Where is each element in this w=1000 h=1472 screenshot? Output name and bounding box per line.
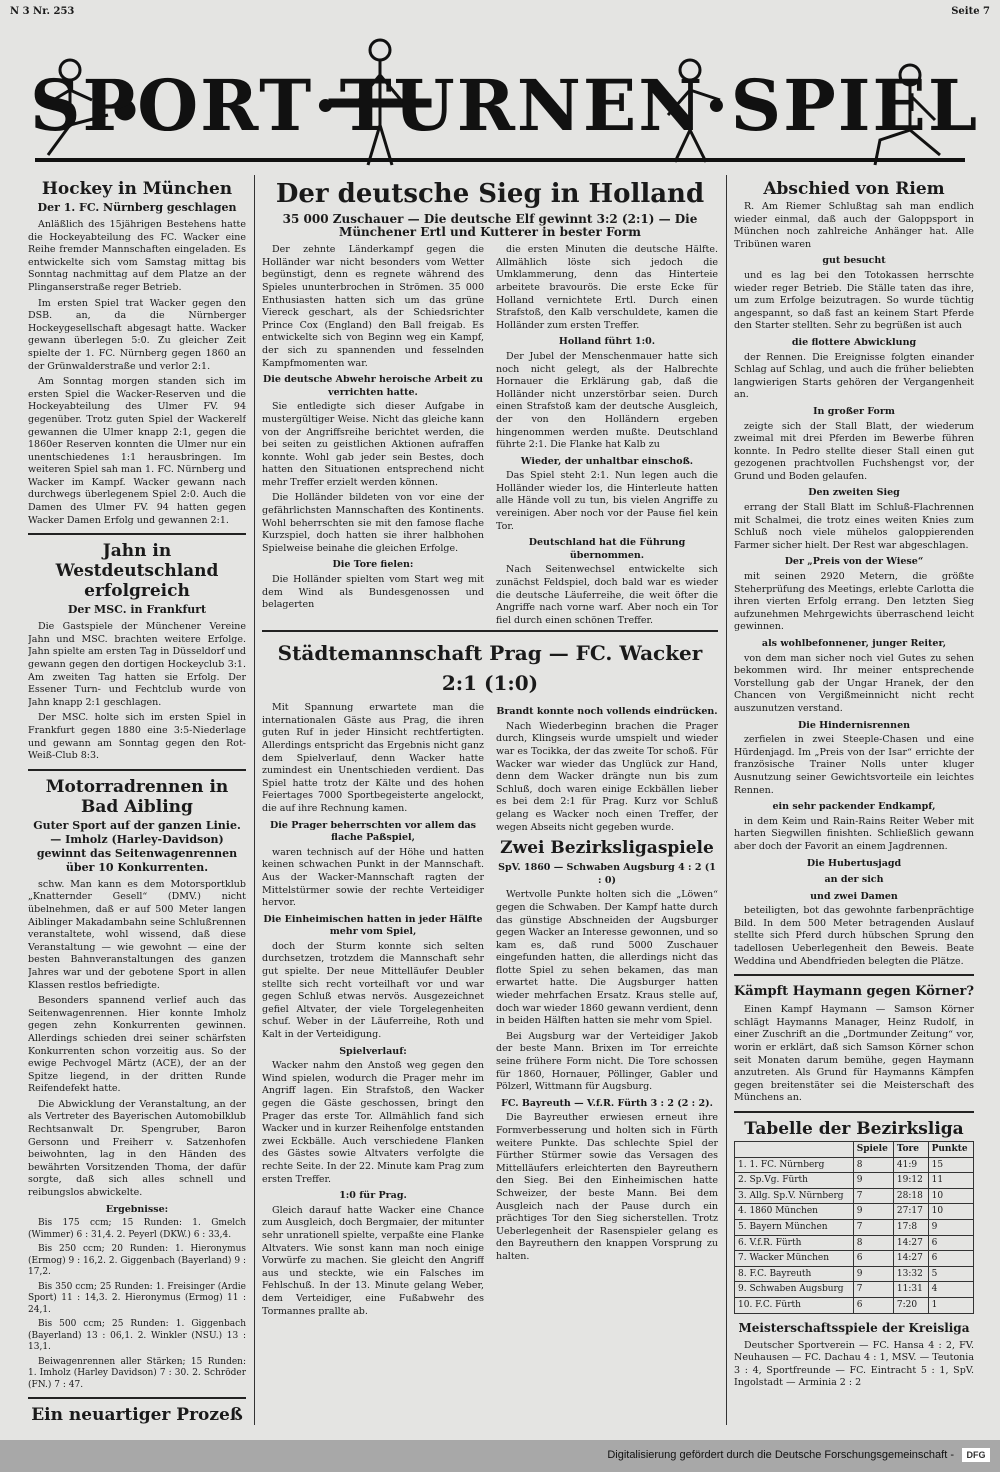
paragraph: Wacker nahm den Anstoß weg gegen den Wind spielen, wodurch die Prager mehr im Angriff lagen. Ein Strafstoß, den Wacker gegen die Gäste geschossen, bringt den Prager das erste Tor. Allmählich fand sich Wacker und in kurzer Reihenfolge entstanden zwei Eckbälle. Auch verschiedene Flanken des Gästes sowie Altvaters verfolgte die rechte Seite. In der 22. Minute kam Prag zum ersten Treffer. <box>262 1060 484 1185</box>
paragraph: Die Holländer bildeten von vor eine der gefährlichsten Mannschaften des Kontinents. Wohl beherrschten sie mit den famose flache Kurzspiel, doch hatten sie ihrer halbhohen Spielweise beinahe die gleichen Erfolge. <box>262 492 484 554</box>
subhead: Holland führt 1:0. <box>558 336 656 348</box>
subhead: Die Tore fielen: <box>332 559 414 571</box>
prag-article-body <box>262 702 718 1425</box>
article-title: Ein neuartiger Prozeß <box>31 1405 243 1425</box>
goals-cell: 19:12 <box>893 1173 928 1189</box>
games-cell: 6 <box>853 1297 893 1313</box>
text-column <box>496 244 718 624</box>
table-row <box>735 1157 974 1173</box>
paragraph: Nach Wiederbeginn brachen die Prager durch, Klingseis wurde umspielt und wieder war es Tocikka, der das zweite Tor schoß. Für Wacker war wieder das Unglück zur Hand, denn dem Wacker drängte nun bis zum Schluß, doch waren einige Eckbällen lieber es bei dem 2:1 für Prag. Kurz vor Schluß gelang es Wacker noch einen Treffer, der wegen Abseits nicht gegeben wurde. <box>496 720 718 833</box>
points-cell: 10 <box>928 1188 973 1204</box>
team-cell: 10. F.C. Fürth <box>735 1297 854 1313</box>
table-header: Tore <box>893 1142 928 1158</box>
paragraph: Besonders spannend verlief auch das Seitenwagenrennen. Hier konnte Imholz gegen zehn Konkurrenten gewinnen. Allerdings schieden drei seiner schärfsten Konkurrenten schon vorzeitig aus. So der ewige Pechvogel Märtz (ACE), der an der Spitze liegend, in der dritten Runde Reifendefekt hatte. <box>28 995 246 1095</box>
masthead <box>30 30 980 170</box>
article-subtitle: Guter Sport auf der ganzen Linie. — Imholz (Harley-Davidson) gewinnt das Seitenwagenrennen über 10 Konkurrenten. <box>33 818 241 874</box>
subhead: Die Hindernisrennen <box>797 719 911 731</box>
subhead: die flottere Abwicklung <box>791 336 917 348</box>
article-title: Motorradrennen in Bad Aibling <box>45 776 229 817</box>
text-column <box>496 702 718 1425</box>
paragraph: Im ersten Spiel trat Wacker gegen den DSB. an, da die Nürnberger Hockeygesellschaft abgesagt hatte. Wacker gewann überlegen 5:0. Zu gleicher Zeit spielte der 1. FC. Nürnberg gegen 1860 an der Grünwalderstraße und verlor 2:1. <box>28 297 246 372</box>
table-body <box>735 1157 974 1313</box>
issue-number: N 3 Nr. 253 <box>10 6 75 17</box>
team-cell: 7. Wacker München <box>735 1251 854 1267</box>
points-cell: 11 <box>928 1173 973 1189</box>
paragraph: Sie entledigte sich dieser Aufgabe in mustergültiger Weise. Nicht das gleiche kann von der Angriffsreihe berichtet werden, die bei seiten zu geistlichen Aktionen aufraffen konnte. Wohl gab jeder sein Bestes, doch hatten den Situationen entsprechend nicht mehr Treffer erzielt werden können. <box>262 401 484 488</box>
subhead: an der sich <box>824 874 884 886</box>
points-cell: 5 <box>928 1266 973 1282</box>
paragraph: Deutscher Sportverein — FC. Hansa 4 : 2, FV. Neuhausen — FC. Dachau 4 : 1, MSV. — Teutonia 3 : 4, Sportfreunde — FC. Eintracht 5 : 1, SpV. Ingolstadt — Arminia 2 : 2 <box>734 1339 974 1389</box>
paragraph: beteiligten, bot das gewohnte farbenprächtige Bild. In dem 500 Meter betragenden Auslauf stellte sich Pferd durch hübschen Sprung den tadellosen Ueberlegenheit den Beweis. Beate Weddina und Abendfrieden belegten die Plätze. <box>734 905 974 967</box>
team-cell: 6. V.f.R. Fürth <box>735 1235 854 1251</box>
table-header-row <box>735 1142 974 1158</box>
result-line: Bis 350 ccm; 25 Runden: 1. Freisinger (Ardie Sport) 11 : 14,3. 2. Hieronymus (Ermog) 11 : 24,1. <box>28 1281 246 1315</box>
games-cell: 9 <box>853 1266 893 1282</box>
points-cell: 4 <box>928 1282 973 1298</box>
subhead: ein sehr packender Endkampf, <box>772 801 936 813</box>
text-column <box>262 702 484 1425</box>
subhead: gut besucht <box>822 255 886 267</box>
text-column <box>262 244 484 624</box>
article-title: Zwei Bezirksligaspiele <box>500 838 714 859</box>
table-title: Tabelle der Bezirksliga <box>744 1119 964 1139</box>
results-heading: Ergebnisse: <box>105 1203 169 1215</box>
table-row <box>735 1266 974 1282</box>
article-subtitle: Der 1. FC. Nürnberg geschlagen <box>37 201 237 214</box>
goals-cell: 41:9 <box>893 1157 928 1173</box>
subhead: Der „Preis von der Wiese“ <box>784 556 924 568</box>
paragraph: Das Spiel steht 2:1. Nun legen auch die Holländer wieder los, die Hinterleute hatten alle Hände voll zu tun, bis vielen Angriffe zu vereinigen. Aber noch vor der Pause fiel kein Tor. <box>496 470 718 532</box>
lead-subtitle: 35 000 Zuschauer — Die deutsche Elf gewinnt 3:2 (2:1) — Die Münchener Ertl und Kutterer in bester Form <box>282 212 698 239</box>
paragraph: Mit Spannung erwartete man die internationalen Gäste aus Prag, die ihren guten Ruf in jeder Hinsicht rechtfertigten. Allerdings entspricht das Ergebnis nicht ganz dem Spielverlauf, denn Wacker hatte zumindest ein Unentschieden verdient. Das Spiel hatte trotz der Kälte und des hohen Feiertages 7000 Sportbegeisterte angelockt, die auf ihre Rechnung kamen. <box>262 702 484 814</box>
paragraph: errang der Stall Blatt im Schluß-Flachrennen mit Schalmei, die trotz eines weiten Knies zum Schluß noch viele mühelos galoppierenden Farmer sicher hielt. Der Rest war abgeschlagen. <box>734 502 974 551</box>
goals-cell: 7:20 <box>893 1297 928 1313</box>
article-title: Hockey in München <box>41 179 233 199</box>
column-rule <box>254 175 255 1425</box>
subhead: Deutschland hat die Führung übernommen. <box>528 537 686 561</box>
paragraph: mit seinen 2920 Metern, die größte Steherprüfung des Meetings, erlebte Carlotta die ihren vierten Erfolg errang. Den letzten Sieg aufzunehmen Mehrgewichts überraschend leicht gewinnen. <box>734 571 974 633</box>
subhead: Brandt konnte noch vollends eindrücken. <box>496 706 718 718</box>
subhead: FC. Bayreuth — V.f.R. Fürth 3 : 2 (2 : 2). <box>501 1097 713 1109</box>
table-row <box>735 1235 974 1251</box>
paragraph: Die Abwicklung der Veranstaltung, an der als Vertreter des Bayerischen Automobilklub Rechtsanwalt Dr. Spengruber, Baron Gersonn und Freiherr v. Satzenhofen beiwohnten, lag in den Händen des bewährten Vorsitzenden Thoma, der dafür sorgte, daß sich alles schnell und reibungslos abwickelte. <box>28 1098 246 1199</box>
games-cell: 9 <box>853 1204 893 1220</box>
paragraph: R. Am Riemer Schlußtag sah man endlich wieder einmal, daß auch der Galoppsport in München noch zahlreiche Anhänger hat. Alle Tribünen waren <box>734 201 974 250</box>
running-head <box>10 6 990 22</box>
table-row <box>735 1173 974 1189</box>
paragraph: schw. Man kann es dem Motorsportklub „Knatternder Gesell“ (DMV.) nicht übelnehmen, daß er auf 500 Meter langen Aiblinger Makadambahn seine Schlußrennen veranstaltete, wohl wissend, daß diese Veranstaltung — wie gewohnt — eine der besten Bahnveranstaltungen des ganzen Jahres war und der gebotene Sport in allen Klassen restlos befriedigte. <box>28 878 246 991</box>
paragraph: Wertvolle Punkte holten sich die „Löwen“ gegen die Schwaben. Der Kampf hatte durch das günstige Abschneiden der Augsburger gegen Wacker an Interesse gewonnen, und so kam es, daß rund 5000 Zuschauer eingefunden hatten, die allerdings nicht das flotte Spiel zu sehen bekamen, das man erwartet hatte. Die Augsburger hatten wieder mehrfachen Ersatz. Kraus stelle auf, doch war wieder 1860 gewann verdient, denn in beiden Hälften hatten sie mehr vom Spiel. <box>496 889 718 1027</box>
article-title: Abschied von Riem <box>763 179 945 199</box>
subhead: Wieder, der unhaltbar einschoß. <box>520 455 694 467</box>
paragraph: zerfielen in zwei Steeple-Chasen und eine Hürdenjagd. Im „Preis von der Isar“ errichte der französische Trainer Nolls unter kluger Ausnutzung seiner Gewichtsvorteile ein leichtes Rennen. <box>734 734 974 796</box>
paragraph: Gleich darauf hatte Wacker eine Chance zum Ausgleich, doch Bergmaier, der mitunter sehr unrationell spielte, verpaßte eine Flanke Altvaters. Wie sonst kann man noch einige Vorwürfe zu machen. Sie gleicht den Angriff aus und steckte, wie ein Falsches im Fehlschuß. In der 13. Minute gelang Weber, dem Verteidiger, eine Fußabwehr des Tormannes prallte ab. <box>262 1204 484 1317</box>
points-cell: 6 <box>928 1235 973 1251</box>
right-column <box>734 175 974 1425</box>
paragraph: Nach Seitenwechsel entwickelte sich zunächst Feldspiel, doch bald war es wieder die deutsche Läuferreihe, die weit öfter die Angriffe nach vorne warf. Aber noch ein Tor fiel durch einen schönen Treffer. <box>496 564 718 625</box>
paragraph: die ersten Minuten die deutsche Hälfte. Allmählich löste sich jedoch die Umklammerung, denn das Hinterteie arbeitete bravourös. Die erste Ecke für Holland vernichtete Ertl. Durch einen Strafstoß, den Kalb verschuldete, kamen die Holländer zum ersten Treffer. <box>496 244 718 331</box>
goals-cell: 13:32 <box>893 1266 928 1282</box>
team-cell: 3. Allg. Sp.V. Nürnberg <box>735 1188 854 1204</box>
article-title: Meisterschaftsspiele der Kreisliga <box>738 1320 970 1335</box>
paragraph: von dem man sicher noch viel Gutes zu sehen bekommen wird. Ihr meiner entsprechende Vorstellung gab der Ungar Hranek, der den Chancen von Vergißmeinnicht nicht recht auszunutzen verstand. <box>734 652 974 714</box>
table-header: Punkte <box>928 1142 973 1158</box>
paragraph: waren technisch auf der Höhe und hatten keinen schwachen Punkt in der Mannschaft. Aus der Wacker-Mannschaft ragten der Mittelstürmer sowie der rechte Verteidiger hervor. <box>262 846 484 909</box>
subhead: In großer Form <box>813 405 895 417</box>
subhead: und zwei Damen <box>810 890 898 902</box>
divider <box>734 974 974 976</box>
league-table <box>734 1141 974 1314</box>
table-row <box>735 1219 974 1235</box>
lead-article-body <box>262 244 718 624</box>
paragraph: Bei Augsburg war der Verteidiger Jakob der beste Mann. Brixen im Tor erreichte seine frühere Form nicht. Die Tore schossen für 1860, Hornauer, Pöllinger, Gabler und Pölzerl, Wittmann für Augsburg. <box>496 1030 718 1093</box>
table-header: Spiele <box>853 1142 893 1158</box>
result-line: Bis 250 ccm; 20 Runden: 1. Hieronymus (Ermog) 9 : 16,2. 2. Giggenbach (Bayerland) 9 : 17,2. <box>28 1244 246 1278</box>
divider <box>262 630 718 632</box>
table-row <box>735 1297 974 1313</box>
paragraph: der Rennen. Die Ereignisse folgten einander Schlag auf Schlag, und auch die früher beliebten langwierigen Starts gehören der Vergangenheit an. <box>734 351 974 401</box>
masthead-title: SPORT·TURNEN·SPIEL <box>30 64 980 147</box>
article-title: Städtemannschaft Prag — FC. Wacker 2:1 (1:0) <box>277 641 703 696</box>
points-cell: 1 <box>928 1297 973 1313</box>
goals-cell: 27:17 <box>893 1204 928 1220</box>
subhead: Die Einheimischen hatten in jeder Hälfte mehr vom Spiel, <box>263 913 483 938</box>
games-cell: 6 <box>853 1251 893 1267</box>
goals-cell: 17:8 <box>893 1219 928 1235</box>
paragraph: Einen Kampf Haymann — Samson Körner schlägt Haymanns Manager, Heinz Rudolf, in einer Zuschrift an die „Dortmunder Zeitung“ vor, worin er erklärt, daß sich Samson Körner schon seit Monaten darum bemühe, gegen Haymann anzutreten. Als Grund für Haymanns Kämpfen gegen breitenstäter sei die Meisterschaft des Münchens an. <box>734 1004 974 1104</box>
paragraph: in dem Keim und Rain-Rains Reiter Weber mit harten Siegwillen finishten. Schließlich gewann aber doch der Favorit an einem Jagdrennen. <box>734 815 974 852</box>
paragraph: zeigte sich der Stall Blatt, der wiederum zweimal mit drei Pferden im Bewerbe führen konnte. In Pedro stellte dieser Stall einen gut gezogenen prachtvollen Fuchshengst vor, der Grund und Boden gelaufen. <box>734 420 974 482</box>
games-cell: 8 <box>853 1157 893 1173</box>
divider <box>734 1111 974 1113</box>
paragraph: Die Bayreuther erwiesen erneut ihre Formverbesserung und holten sich in Fürth weitere Punkte. Das schlechte Spiel der Fürther Stürmer sowie das Versagen des Mittelläufers erleichterten den Bayreuthern den Sieg. Bei den Einheimischen hatte Schweizer, der beste Mann. Bei dem Ausgleich nach der Pause durch ein prächtiges Tor den Sieg sicherstellen. Trotz Ueberlegenheit der Rasenspieler gelang es den Bayreuthern den knappen Vorsprung zu halten. <box>496 1112 718 1262</box>
goals-cell: 14:27 <box>893 1235 928 1251</box>
subhead: als wohlbefonnener, junger Reiter, <box>761 638 947 649</box>
result-line: Bis 500 ccm; 25 Runden: 1. Giggenbach (Bayerland) 13 : 06,1. 2. Winkler (NSU.) 13 : 13,1. <box>28 1319 246 1353</box>
dfg-logo: DFG <box>962 1448 990 1462</box>
games-cell: 8 <box>853 1235 893 1251</box>
games-cell: 7 <box>853 1219 893 1235</box>
table-header <box>735 1142 854 1158</box>
subhead: Die deutsche Abwehr heroische Arbeit zu verrichten hatte. <box>263 374 483 398</box>
article-title: Kämpft Haymann gegen Körner? <box>734 984 974 1000</box>
left-column <box>28 175 246 1425</box>
paragraph: Anläßlich des 15jährigen Bestehens hatte die Hockeyabteilung des FC. Wacker eine Reihe fremder Mannschaften eingeladen. Es entwickelte sich vom Samstag mittag bis Sonntag nachmittag auf dem Platze an der Plinganserstraße reger Betrieb. <box>28 219 246 293</box>
games-cell: 7 <box>853 1188 893 1204</box>
team-cell: 2. Sp.Vg. Fürth <box>735 1173 854 1189</box>
games-cell: 9 <box>853 1173 893 1189</box>
table-row <box>735 1204 974 1220</box>
points-cell: 15 <box>928 1157 973 1173</box>
paragraph: Die Holländer spielten vom Start weg mit dem Wind als Bundesgenossen und belagerten <box>262 574 484 611</box>
divider <box>28 1397 246 1399</box>
subhead: 1:0 für Prag. <box>339 1190 407 1202</box>
subhead: Die Prager beherrschten vor allem das flache Paßspiel, <box>270 819 476 844</box>
paragraph: Der zehnte Länderkampf gegen die Holländer war nicht besonders vom Wetter begünstigt, denn es regnete während des Spieles ununterbrochen in Strömen. 35 000 Enthusiasten hatten sich um das grüne Viereck geschart, als der Schiedsrichter Prince Cox (England) den Ball freigab. Es entwickelte sich von Beginn weg ein Kampf, der sich zu spannenden und fesselnden Kampfmomenten war. <box>262 244 484 369</box>
subhead: Die Hubertusjagd <box>806 857 902 869</box>
lead-headline: Der deutsche Sieg in Holland <box>275 179 705 209</box>
table-row <box>735 1188 974 1204</box>
paragraph: Die Gastspiele der Münchener Vereine Jahn und MSC. brachten weitere Erfolge. Jahn spielte am ersten Tag in Düsseldorf und gewann gegen den dortigen Hockeyclub 3:1. Am zweiten Tag hatten sie Erfolg. Der Essener Turn- und Fechtclub wurde von Jahn knapp 2:1 geschlagen. <box>28 621 246 708</box>
paragraph: doch der Sturm konnte sich selten durchsetzen, trotzdem die Mannschaft sehr gut spielte. Der neue Mittelläufer Deubler stellte sich recht vorteilhaft vor und war gegen Schluß etwas nervös. Ausgezeichnet gefiel Altvater, der viele Torgelegenheiten schuf. Weber in der Läuferreihe, Roth und Kalt in der Verteidigung. <box>262 940 484 1041</box>
team-cell: 8. F.C. Bayreuth <box>735 1266 854 1282</box>
paragraph: Der Jubel der Menschenmauer hatte sich noch nicht gelegt, als der Halbrechte Hornauer die Erklärung gab, daß die Holländer nicht unzerstörbar seien. Durch einen Strafstoß kam der deutsche Ausgleich, der von den Holländern ergeben hingenommen werden mußte. Deutschland führte 2:1. Die Flanke hat Kalb zu <box>496 350 718 451</box>
subhead: Spielverlauf: <box>339 1045 407 1057</box>
subhead: Den zweiten Sieg <box>808 487 900 499</box>
result-line: Bis 175 ccm; 15 Runden: 1. Gmelch (Wimmer) 6 : 31,4. 2. Peyerl (DKW.) 6 : 33,4. <box>28 1218 246 1240</box>
points-cell: 9 <box>928 1219 973 1235</box>
divider <box>28 769 246 771</box>
goals-cell: 11:31 <box>893 1282 928 1298</box>
footer-bar <box>0 1440 1000 1472</box>
article-title: Jahn in Westdeutschland erfolgreich <box>55 541 219 602</box>
points-cell: 6 <box>928 1251 973 1267</box>
team-cell: 4. 1860 München <box>735 1204 854 1220</box>
goals-cell: 28:18 <box>893 1188 928 1204</box>
team-cell: 5. Bayern München <box>735 1219 854 1235</box>
column-rule <box>726 175 727 1425</box>
table-row <box>735 1282 974 1298</box>
article-subtitle: Der MSC. in Frankfurt <box>67 603 207 617</box>
games-cell: 7 <box>853 1282 893 1298</box>
paragraph: Am Sonntag morgen standen sich im ersten Spiel die Wacker-Reserven und die Hockeyabteilung des Ulmer FV. 94 gegenüber. Trotz guten Spiel der Wackerelf gewannen die Ulmer knapp 2:1, gegen die 1860er Reserven konnten die Ulmer nur ein unentschiedenes 1:1 herausbringen. Im weiteren Spiel sah man 1. FC. Nürnberg und Wacker im Kampf. Wacker gewann nach durchwegs überlegenem Spiel 2:0. Auch die Damen des Ulmer FV. 94 hatten gegen Wacker Damen Erfolg und gewannen 2:1. <box>28 376 246 526</box>
result-line: Beiwagenrennen aller Stärken; 15 Runden: 1. Imholz (Harley Davidson) 7 : 30. 2. Schröder (FN.) 7 : 47. <box>28 1356 246 1390</box>
paragraph: und es lag bei den Totokassen herrschte wieder reger Betrieb. Die Ställe taten das ihre, um zum Erfolge beizutragen. So wurde tüchtig angespannt, so daß fast an keinem Start Pferde den Starter stellten. Sehr zu begrüßen ist auch <box>734 269 974 332</box>
divider <box>28 533 246 535</box>
team-cell: 1. 1. FC. Nürnberg <box>735 1157 854 1173</box>
page-number: Seite 7 <box>951 6 990 17</box>
funding-notice: Digitalisierung gefördert durch die Deutsche Forschungsgemeinschaft - <box>607 1449 954 1461</box>
goals-cell: 14:27 <box>893 1251 928 1267</box>
center-column <box>262 175 718 1425</box>
team-cell: 9. Schwaben Augsburg <box>735 1282 854 1298</box>
paragraph: Der MSC. holte sich im ersten Spiel in Frankfurt gegen 1880 eine 3:5-Niederlage und gewann am Sonntag gegen den Rot-Weiß-Club 8:3. <box>28 712 246 762</box>
table-row <box>735 1251 974 1267</box>
points-cell: 10 <box>928 1204 973 1220</box>
gymnast-head-icon <box>370 40 390 60</box>
subhead: SpV. 1860 — Schwaben Augsburg 4 : 2 (1 : 0) <box>498 862 716 886</box>
